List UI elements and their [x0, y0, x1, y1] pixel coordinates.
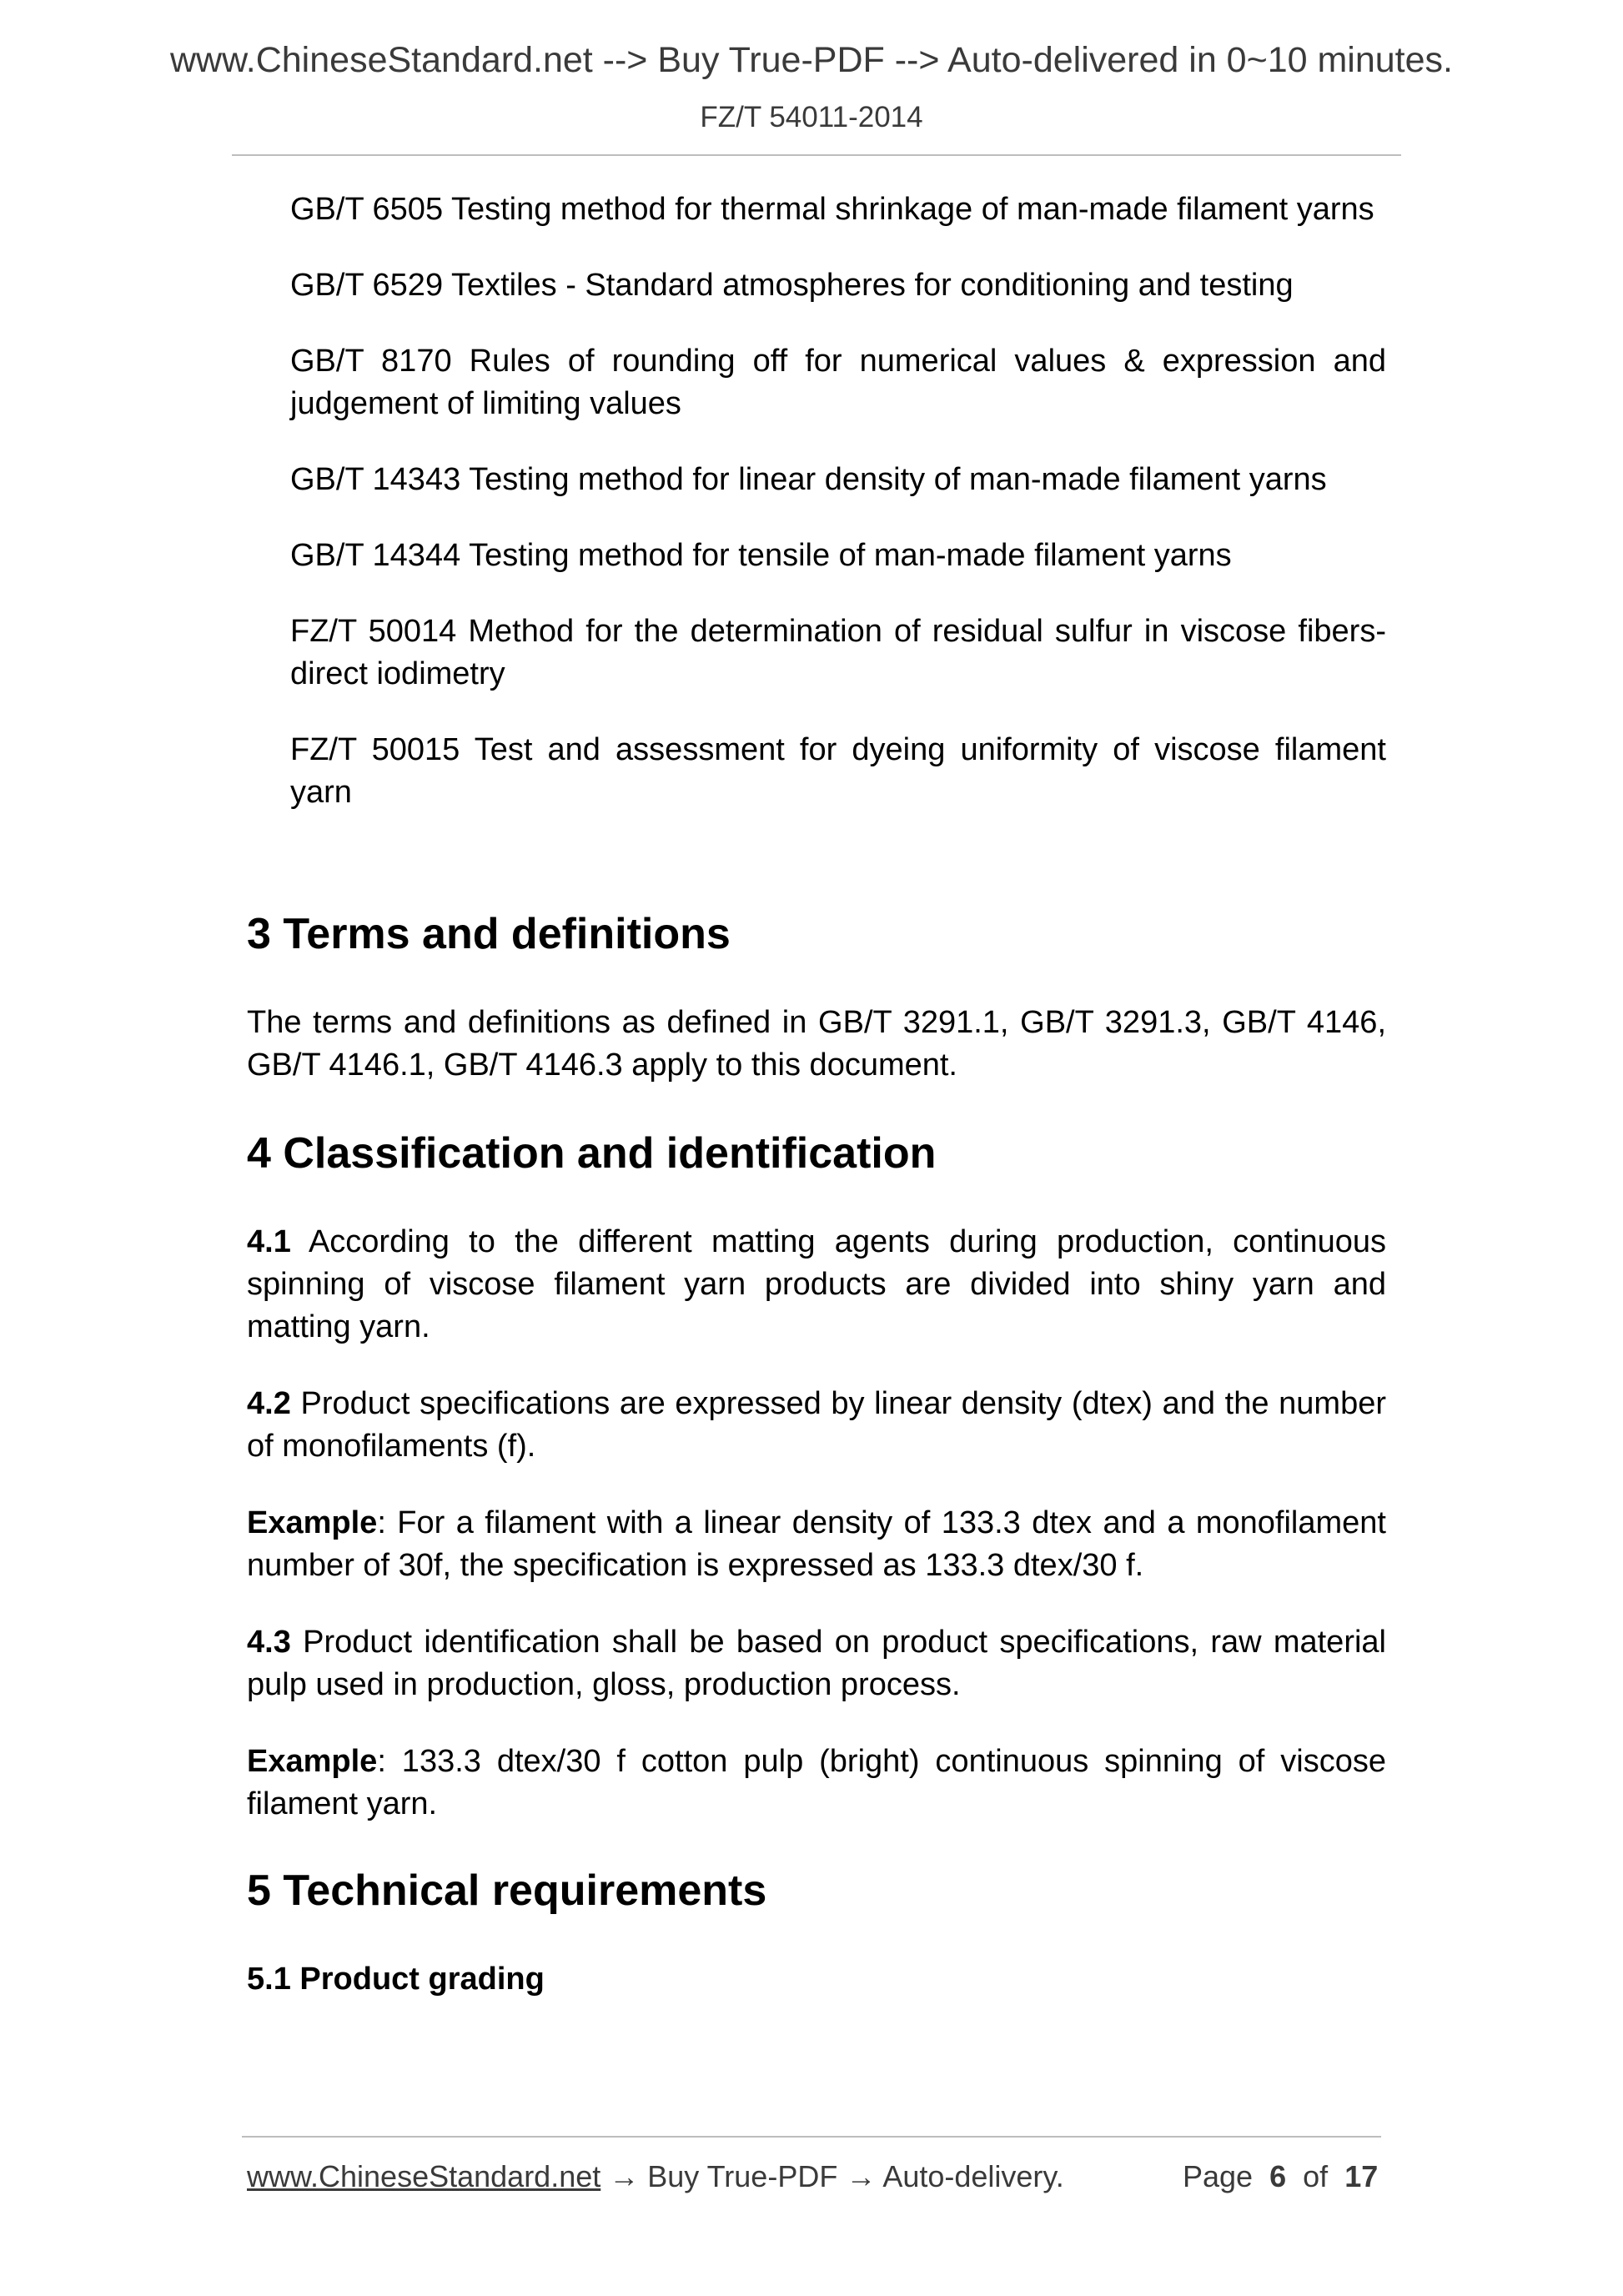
clause-text: According to the different matting agents during production, continuous spinning of viscose filament yarn products are divided into shiny yarn and matting yarn. [247, 1224, 1386, 1344]
subsection-5-1-heading: 5.1 Product grading [247, 1962, 545, 1997]
main-content [247, 905, 1386, 2001]
reference-item: GB/T 6505 Testing method for thermal shrinkage of man-made filament yarns [290, 192, 1374, 227]
document-code: FZ/T 54011-2014 [700, 101, 923, 133]
footer-divider [242, 2136, 1381, 2138]
clause-text: Product identification shall be based on product specifications, raw material pulp used in production, gloss, production process. [247, 1625, 1386, 1702]
page-current: 6 [1269, 2159, 1287, 2193]
footer-site-link[interactable]: www.ChineseStandard.net [247, 2159, 601, 2193]
section-3-heading: 3 Terms and definitions [247, 910, 731, 958]
clause-4-3 [247, 1621, 1386, 1706]
clause-number: 4.3 [247, 1625, 291, 1660]
example-text: : 133.3 dtex/30 f cotton pulp (bright) continuous spinning of viscose filament yarn. [247, 1744, 1386, 1821]
clause-text: Product specifications are expressed by linear density (dtex) and the number of monofilaments (f). [247, 1386, 1386, 1464]
of-word: of [1303, 2159, 1329, 2193]
reference-item: GB/T 8170 Rules of rounding off for numerical values & expression and judgement of limiting values [290, 344, 1386, 421]
reference-item: FZ/T 50014 Method for the determination of residual sulfur in viscose fibers-direct iodimetry [290, 614, 1386, 691]
page-word: Page [1183, 2159, 1254, 2193]
clause-number: 4.2 [247, 1386, 291, 1421]
page-indicator [1183, 2157, 1378, 2197]
normative-references-list [290, 188, 1386, 847]
reference-item: GB/T 14343 Testing method for linear density of man-made filament yarns [290, 462, 1327, 497]
section-5-heading: 5 Technical requirements [247, 1866, 767, 1915]
reference-item: GB/T 6529 Textiles - Standard atmospheres for conditioning and testing [290, 268, 1294, 303]
section-4-heading: 4 Classification and identification [247, 1129, 937, 1178]
header-divider [232, 154, 1401, 156]
clause-4-2 [247, 1383, 1386, 1468]
header-banner: www.ChineseStandard.net --> Buy True-PDF --> Auto-delivered in 0~10 minutes. [169, 40, 1453, 80]
page-total: 17 [1344, 2159, 1379, 2193]
reference-item: FZ/T 50015 Test and assessment for dyeing uniformity of viscose filament yarn [290, 732, 1386, 810]
example-label: Example [247, 1744, 378, 1779]
example-label: Example [247, 1505, 378, 1540]
footer-left [247, 2157, 1064, 2197]
example-1 [247, 1502, 1386, 1587]
clause-number: 4.1 [247, 1224, 291, 1259]
reference-item: GB/T 14344 Testing method for tensile of man-made filament yarns [290, 538, 1232, 573]
clause-4-1 [247, 1221, 1386, 1349]
footer-tagline: → Buy True-PDF → Auto-delivery. [600, 2159, 1064, 2193]
example-text: : For a filament with a linear density of 133.3 dtex and a monofilament number of 30f, the specification is expressed as 133.3 dtex/30 f. [247, 1505, 1386, 1583]
example-2 [247, 1741, 1386, 1826]
section-3-paragraph: The terms and definitions as defined in GB/T 3291.1, GB/T 3291.3, GB/T 4146, GB/T 4146.1, GB/T 4146.3 apply to this document. [247, 1005, 1386, 1083]
